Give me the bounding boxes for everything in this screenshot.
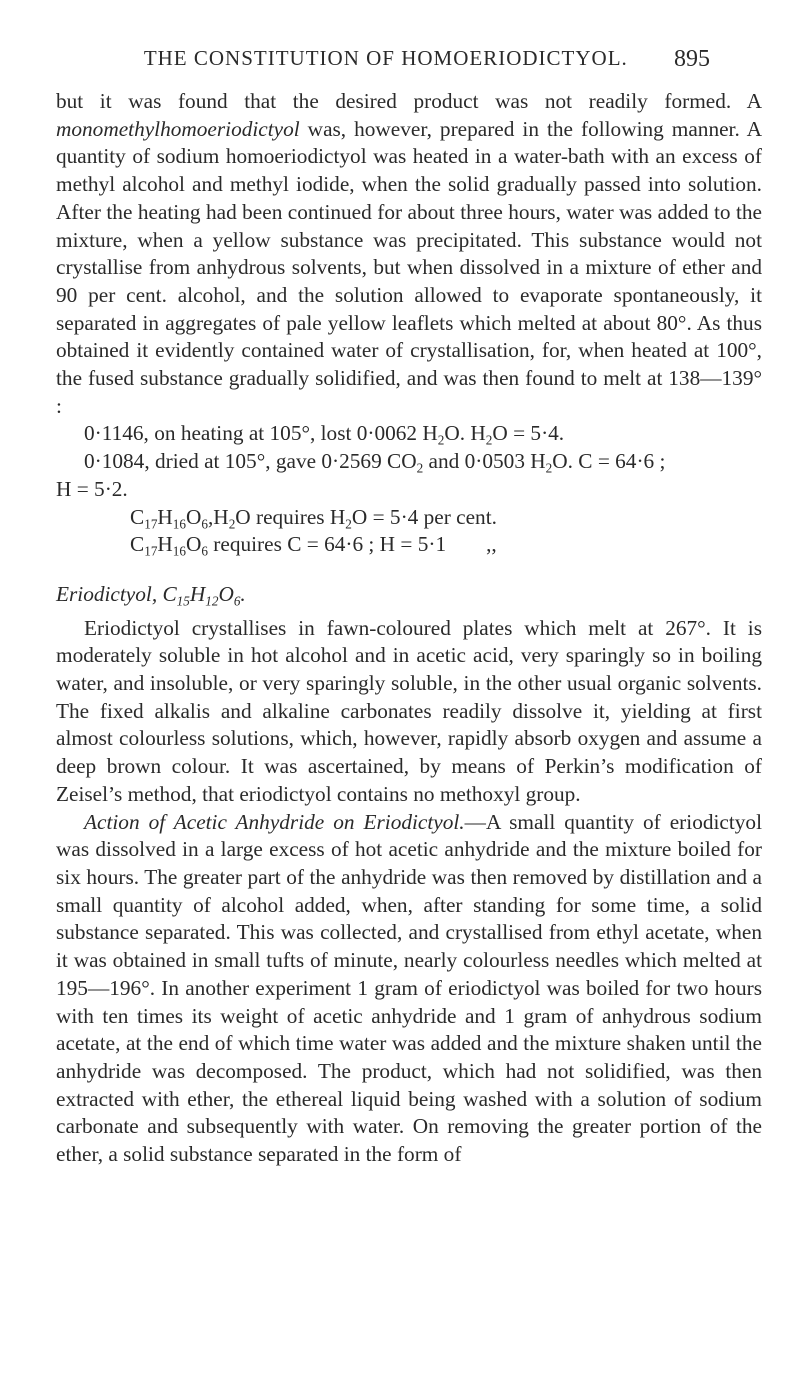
analysis-line-hydrogen: H = 5·2. (56, 476, 128, 501)
section-heading-eriodictyol: Eriodictyol, $C_{15}H_{12}O_6$. (56, 581, 246, 609)
running-title: THE CONSTITUTION OF HOMOERIODICTYOL. (143, 46, 628, 70)
calculated-anhydrous: $C_{17}H_{16}O_6$ requires C = 64·6 ; H = 5·1 ,, (130, 532, 497, 559)
page-number: 895 (674, 46, 710, 72)
paragraph-3-body: —A small quantity of eriodictyol was dissolved in a large excess of hot acetic anhydride and the mixture boiled for six hours. The greater part of the anhydride was then removed by distillation and a small quantity of alcohol added, when, after standing for some time, a solid substance separated. This was collected, and crystallised from ethyl acetate, when it was obtained in small tufts of minute, nearly colourless needles which melted at 195—196°. In another experiment 1 gram of eriodictyol was boiled for two hours with ten times its weight of acetic anhydride and 1 gram of anhydrous sodium acetate, at the end of which time water was added and the mixture shaken until the anhydride was decomposed. The product, which had not solidified, was then extracted with ether, the ethereal liquid being washed with a solution of sodium carbonate and subsequently with water. On removing the greater portion of the ether, a solid substance separated in the form of (56, 809, 762, 1167)
calculated-hydrate: $C_{17}H_{16}O_6,H_2O$ requires $H_2O = 5\cdot 4$ per cent. (130, 504, 497, 532)
paragraph-acetic-anhydride (56, 809, 762, 1169)
paragraph-monomethyl (56, 88, 762, 420)
body-text (56, 88, 762, 1169)
running-header (110, 46, 710, 76)
analysis-line-water-loss: 0·1146, on heating at 105°, lost 0·0062 $H_2O$. $H_2O = 5\cdot 4$. (84, 421, 565, 449)
analysis-block (56, 420, 762, 559)
paragraph-1-rest: was, however, prepared in the following manner. A quantity of sodium homoeriodictyol was heated in a water-bath with an excess of methyl alcohol and methyl iodide, when the solid gradually passed into solution. After the heating had been continued for about three hours, water was added to the mixture, when a yellow substance was precipitated. This substance would not crystallise from anhydrous solvents, but when dissolved in a mixture of ether and 90 per cent. alcohol, and the solution allowed to evaporate spontaneously, it separated in aggregates of pale yellow leaflets which melted at about 80°. As thus obtained it evidently contained water of crystallisation, for, when heated at 100°, the fused substance gradually solidified, and was then found to melt at 138—139° : (56, 116, 762, 418)
compound-name-italic: monomethylhomoeriodictyol (56, 116, 300, 141)
paragraph-eriodictyol-properties: Eriodictyol crystallises in fawn-coloured plates which melt at 267°. It is moderately soluble in hot alcohol and in acetic acid, very sparingly so in boiling water, and insoluble, or very sparingly soluble, in the other usual organic solvents. The fixed alkalis and alkaline carbonates readily dissolve it, yielding at first almost colourless solutions, which, however, rapidly absorb oxygen and assume a deep brown colour. It was ascertained, by means of Perkin’s modification of Zeisel’s method, that eriodictyol contains no methoxyl group. (56, 615, 762, 806)
paragraph-1-start: but it was found that the desired product was not readily formed. A (56, 89, 762, 113)
subsection-heading-italic: Action of Acetic Anhydride on Eriodictyol. (84, 809, 465, 834)
analysis-line-combustion: 0·1084, dried at 105°, gave 0·2569 $CO_2$ and 0·0503 $H_2O$. C = 64·6 ; (84, 449, 666, 476)
